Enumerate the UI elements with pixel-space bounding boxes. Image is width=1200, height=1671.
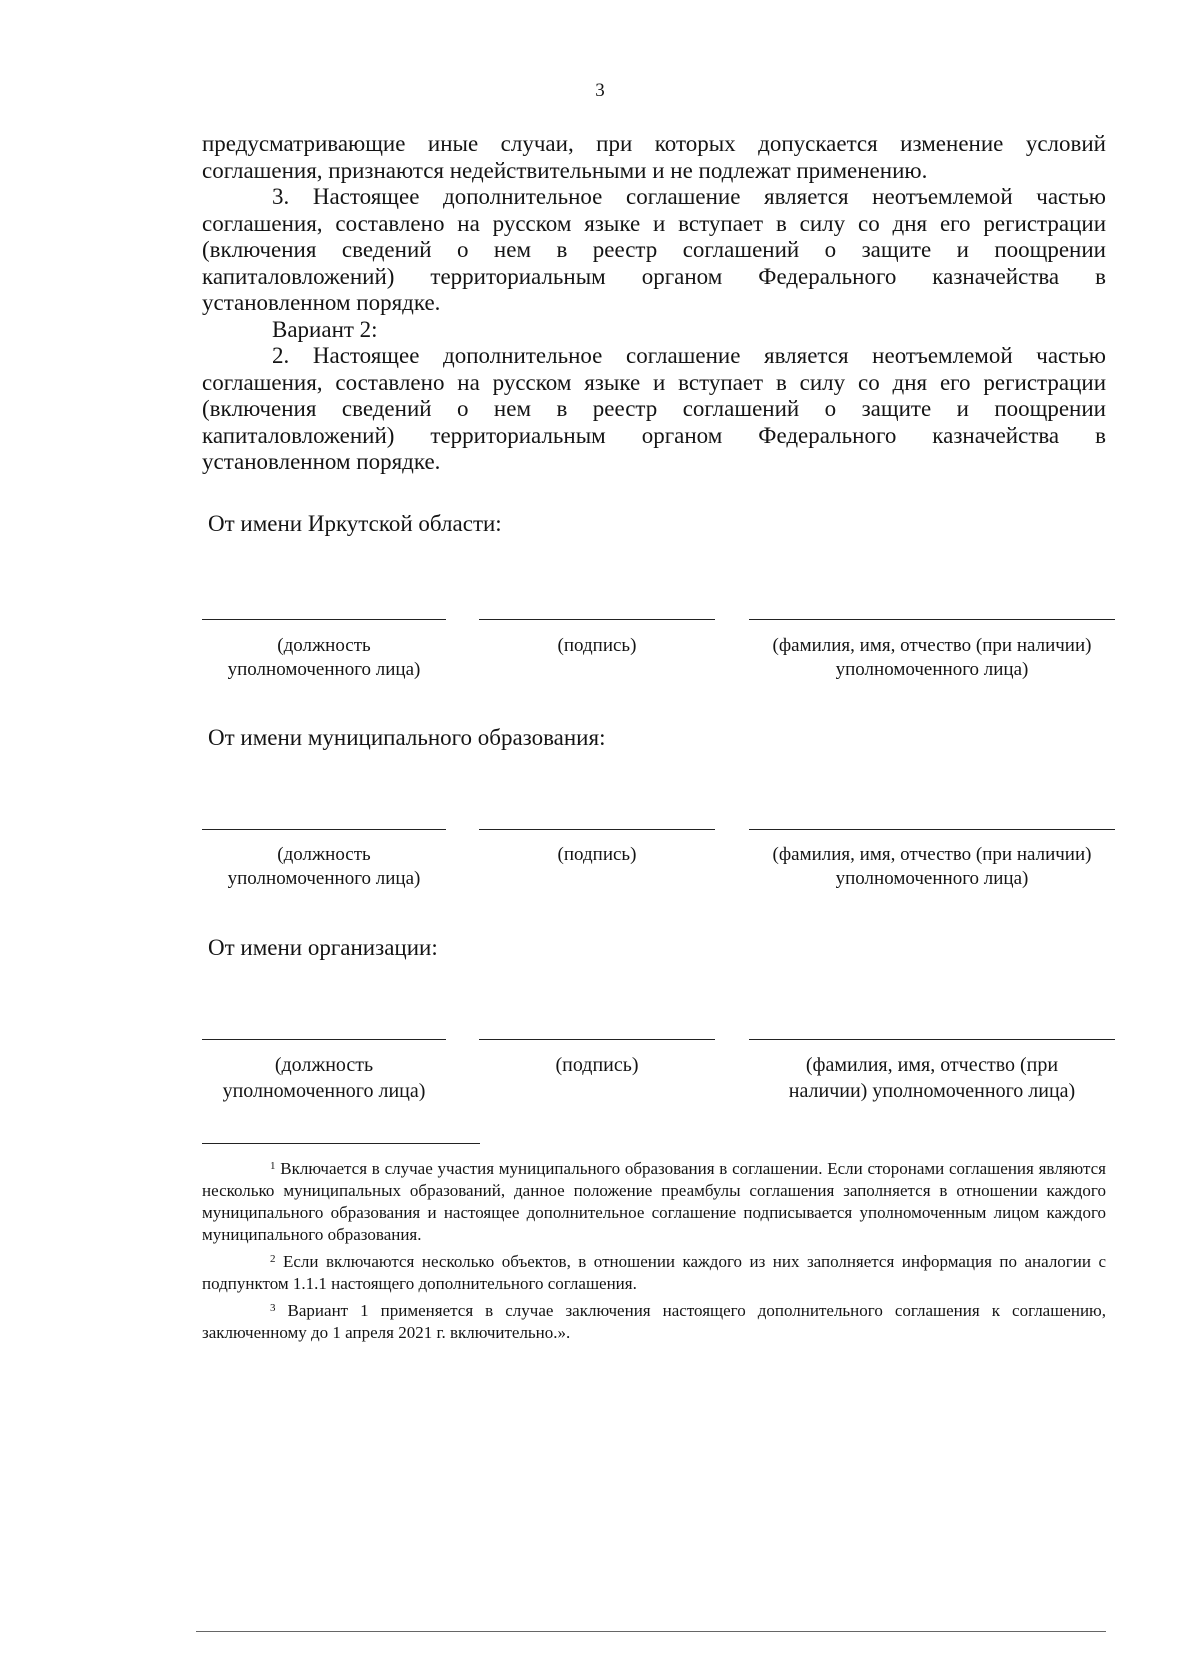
footnote: $^2$ Если включаются несколько объектов, в отношении каждого из них заполняется информация по аналогии с подпунктом 1.1.1 настоящего дополнительного соглашения. xyxy=(202,1252,1106,1293)
signature-line-name xyxy=(749,619,1115,620)
name-label: (фамилия, имя, отчество (при наличии) уполномоченного лица) xyxy=(772,844,1092,889)
name-label: (фамилия, имя, отчество (при наличии) уполномоченного лица) xyxy=(772,635,1092,680)
party-title-municipality: От имени муниципального образования: xyxy=(208,725,606,750)
paragraph-2-variant-2: 2. Настоящее дополнительное соглашение является неотъемлемой частью соглашения, составлено на русском языке и вступает в силу со дня его регистрации (включения сведений о нем в реестр соглашений о защите и поощрении капиталовложений) территориальным органом Федерального казначейства в установленном порядке. xyxy=(202,343,1106,474)
signature-line-name xyxy=(749,829,1115,830)
signature-line-name xyxy=(749,1039,1115,1040)
position-label: (должность уполномоченного лица) xyxy=(227,635,421,680)
signature-line-position xyxy=(202,1039,446,1040)
variant-2-heading: Вариант 2: xyxy=(272,316,378,342)
signature-line-signature xyxy=(479,619,715,620)
signature-line-signature xyxy=(479,829,715,830)
footnotes xyxy=(202,1155,1106,1346)
paragraph-3: 3. Настоящее дополнительное соглашение является неотъемлемой частью соглашения, составлено на русском языке и вступает в силу со дня его регистрации (включения сведений о нем в реестр соглашений о защите и поощрении капиталовложений) территориальным органом Федерального казначейства в установленном порядке. xyxy=(202,184,1106,315)
position-label: (должность уполномоченного лица) xyxy=(222,1054,426,1102)
party-title-organization: От имени организации: xyxy=(208,935,438,960)
footnote: $^1$ Включается в случае участия муниципального образования в соглашении. Если сторонами соглашения являются несколько муниципальных образований, данное положение преамбулы соглашения заполняется в отношении каждого муниципального образования и настоящее дополнительное соглашение подписывается уполномоченным лицом каждого муниципального образования. xyxy=(202,1159,1107,1244)
signature-label: (подпись) xyxy=(557,635,637,656)
page-number: 3 xyxy=(595,80,605,101)
signature-label: (подпись) xyxy=(557,844,637,865)
signature-line-signature xyxy=(479,1039,715,1040)
signature-label: (подпись) xyxy=(555,1054,639,1076)
name-label: (фамилия, имя, отчество (при наличии) уполномоченного лица) xyxy=(788,1054,1076,1102)
body-text xyxy=(202,131,1106,476)
signature-line-position xyxy=(202,619,446,620)
signature-line-position xyxy=(202,829,446,830)
footnote: $^3$ Вариант 1 применяется в случае заключения настоящего дополнительного соглашения к соглашению, заключенному до 1 апреля 2021 г. включительно.». xyxy=(202,1301,1107,1342)
paragraph-continuation: предусматривающие иные случаи, при которых допускается изменение условий соглашения, признаются недействительными и не подлежат применению. xyxy=(202,131,1106,183)
footnote-separator xyxy=(202,1143,480,1144)
party-title-irkutsk-region: От имени Иркутской области: xyxy=(208,511,502,536)
position-label: (должность уполномоченного лица) xyxy=(227,844,421,889)
bottom-rule xyxy=(196,1631,1106,1632)
